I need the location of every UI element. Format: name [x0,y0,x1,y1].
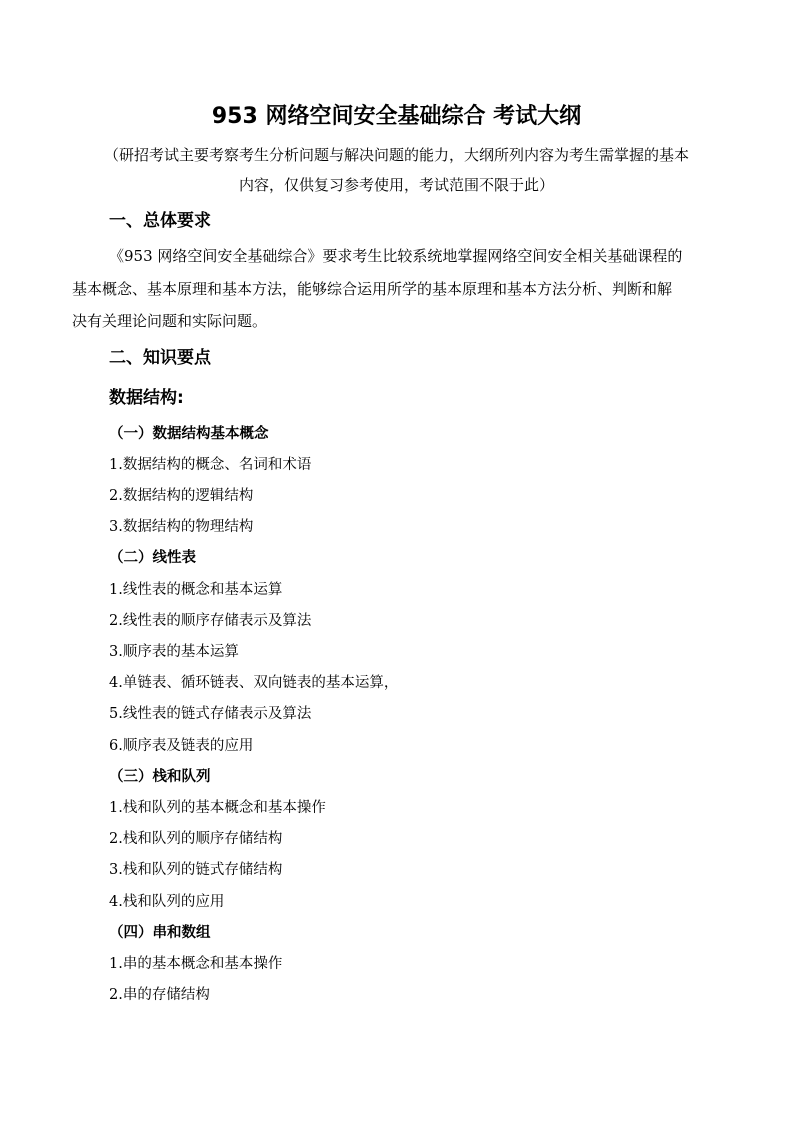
list-item: 3.栈和队列的链式存储结构 [109,862,283,878]
list-item: 2.栈和队列的顺序存储结构 [109,831,283,847]
document-title: 953 网络空间安全基础综合 考试大纲 [211,104,582,129]
paragraph-line-3: 决有关理论问题和实际问题。 [72,312,268,330]
section-heading-knowledge-points: 二、知识要点 [109,348,211,368]
paragraph-line-1: 《953 网络空间安全基础综合》要求考生比较系统地掌握网络空间安全相关基础课程的 [109,247,683,265]
list-item: 2.数据结构的逻辑结构 [109,488,254,504]
list-item: 1.串的基本概念和基本操作 [109,956,283,972]
list-item: 4.栈和队列的应用 [109,894,225,910]
subject-heading-data-structures: 数据结构: [109,388,184,408]
group-heading-string-array: （四）串和数组 [109,925,211,941]
group-heading-linear-list: （二）线性表 [109,550,196,566]
list-item: 1.数据结构的概念、名词和术语 [109,457,312,473]
list-item: 2.线性表的顺序存储表示及算法 [109,613,312,629]
list-item: 3.数据结构的物理结构 [109,519,254,535]
section-heading-general-requirements: 一、总体要求 [109,211,211,231]
list-item: 1.线性表的概念和基本运算 [109,582,283,598]
paragraph-line-2: 基本概念、基本原理和基本方法，能够综合运用所学的基本原理和基本方法分析、判断和解 [72,280,673,298]
list-item: 2.串的存储结构 [109,987,210,1003]
list-item: 6.顺序表及链表的应用 [109,738,254,754]
list-item: 3.顺序表的基本运算 [109,644,239,660]
list-item: 1.栈和队列的基本概念和基本操作 [109,800,326,816]
group-heading-stack-queue: （三）栈和队列 [109,769,211,785]
group-heading-basic-concepts: （一）数据结构基本概念 [109,426,269,442]
subtitle-line-2: 内容，仅供复习参考使用，考试范围不限于此） [238,176,554,194]
list-item: 5.线性表的链式存储表示及算法 [109,706,312,722]
subtitle-line-1: （研招考试主要考察考生分析问题与解决问题的能力，大纲所列内容为考生需掌握的基本 [103,146,689,164]
list-item: 4.单链表、循环链表、双向链表的基本运算， [109,675,399,691]
